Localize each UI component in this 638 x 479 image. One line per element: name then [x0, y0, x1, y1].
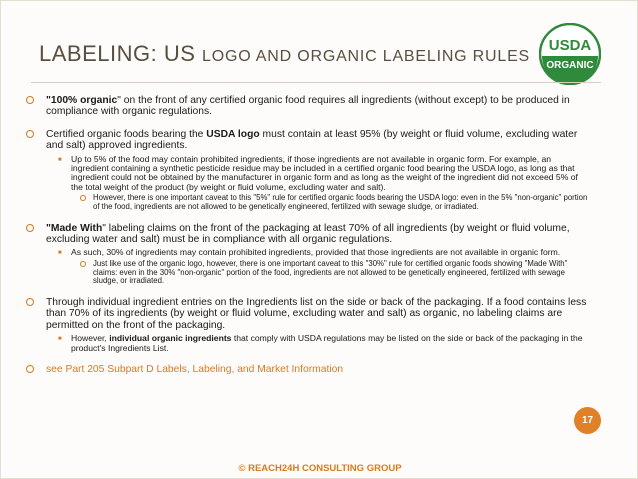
- item-text: Certified organic foods bearing the: [46, 128, 207, 140]
- circle-bullet-icon: [26, 96, 34, 104]
- sub-item-bold: individual organic ingredients: [109, 333, 232, 344]
- logo-organic-text: ORGANIC: [546, 60, 594, 71]
- usda-organic-logo: [539, 23, 601, 85]
- item-bold: USDA logo: [206, 128, 260, 140]
- list-item: [21, 364, 589, 375]
- title-rest: LOGO AND ORGANIC LABELING RULES: [202, 48, 531, 65]
- sub-item-text: Up to 5% of the food may contain prohibited ingredients, if those ingredients are not available in organic form. For example, an ingredient containing a synthetic pesticide residue may be included in a certified organic food bearing the USDA logo, as long as that ingredient could not be obtained by the manufacturer in organic form and as long as the weight of the ingredient did not exceed 5% of the total weight of the product (by weight or fluid volume, excluding water and salt).: [71, 153, 578, 192]
- square-bullet-icon: ■: [58, 336, 62, 343]
- sub-sub-item: [71, 194, 589, 211]
- list-item: [21, 95, 589, 118]
- circle-bullet-icon: [80, 195, 86, 201]
- square-bullet-icon: ■: [58, 156, 62, 163]
- circle-bullet-icon: [26, 365, 34, 373]
- logo-usda-text: USDA: [548, 37, 592, 54]
- item-bold: "100% organic: [46, 95, 118, 106]
- sub-item: [46, 248, 589, 286]
- slide-title: [39, 41, 530, 67]
- item-text: Through individual ingredient entries on the Ingredients list on the side or back of the packaging. If a food contains less than 70% of its ingredients (by weight or fluid volume, excluding water and salt) as organic, no labeling claims are permitted on the front of the packaging.: [46, 296, 587, 331]
- sub-item: [46, 334, 589, 353]
- sub-sub-item-text: However, there is one important caveat to this "5%" rule for certified organic foods bearing the USDA logo: even in the 5% "non-organic" portion of the food, ingredients are not allowed to be genetically engineered, fertilized with sewage sludge, or irradiated.: [93, 193, 588, 211]
- sub-sub-item: [71, 260, 589, 286]
- circle-bullet-icon: [26, 298, 34, 306]
- square-bullet-icon: ■: [58, 250, 62, 257]
- item-text: " on the front of any certified organic food requires all ingredients (without except) to be produced in compliance with organic regulations.: [46, 95, 570, 118]
- sub-item-text: However,: [71, 333, 110, 344]
- page-number-badge: 17: [574, 407, 601, 434]
- footer-copyright: © REACH24H CONSULTING GROUP: [238, 463, 402, 474]
- circle-bullet-icon: [80, 261, 86, 267]
- list-item: [21, 297, 589, 353]
- sub-item-text: that comply with USDA regulations may be listed on the side or back of the packaging in the product's Ingredients List.: [71, 333, 583, 353]
- sub-item: [46, 155, 589, 212]
- list-item: [21, 223, 589, 286]
- title-main: LABELING: US: [39, 41, 196, 66]
- item-bold: "Made With: [46, 222, 103, 234]
- item-text: must contain at least 95% (by weight or fluid volume, excluding water and salt) approved ingredients.: [46, 128, 578, 152]
- item-text: " labeling claims on the front of the packaging at least 70% of all ingredients (by weight or fluid volume, excluding water and salt) must be in compliance with all organic regulations.: [46, 222, 570, 246]
- list-item: [21, 129, 589, 212]
- regulation-link[interactable]: see Part 205 Subpart D Labels, Labeling, and Market Information: [46, 364, 344, 376]
- content-list: [21, 95, 589, 386]
- circle-bullet-icon: [26, 224, 34, 232]
- title-divider: [31, 82, 601, 83]
- sub-sub-item-text: Just like use of the organic logo, however, there is one important caveat to this "30%" rule for certified organic foods showing "Made With" claims: even in the 30% "non-organic" portion of the food, ingredients are not allowed to be genetically engineered, fertilized with sewage sludge, or irradiated.: [93, 258, 568, 286]
- sub-item-text: As such, 30% of ingredients may contain prohibited ingredients, provided that those ingredients are not available in organic form.: [71, 247, 561, 258]
- circle-bullet-icon: [26, 130, 34, 138]
